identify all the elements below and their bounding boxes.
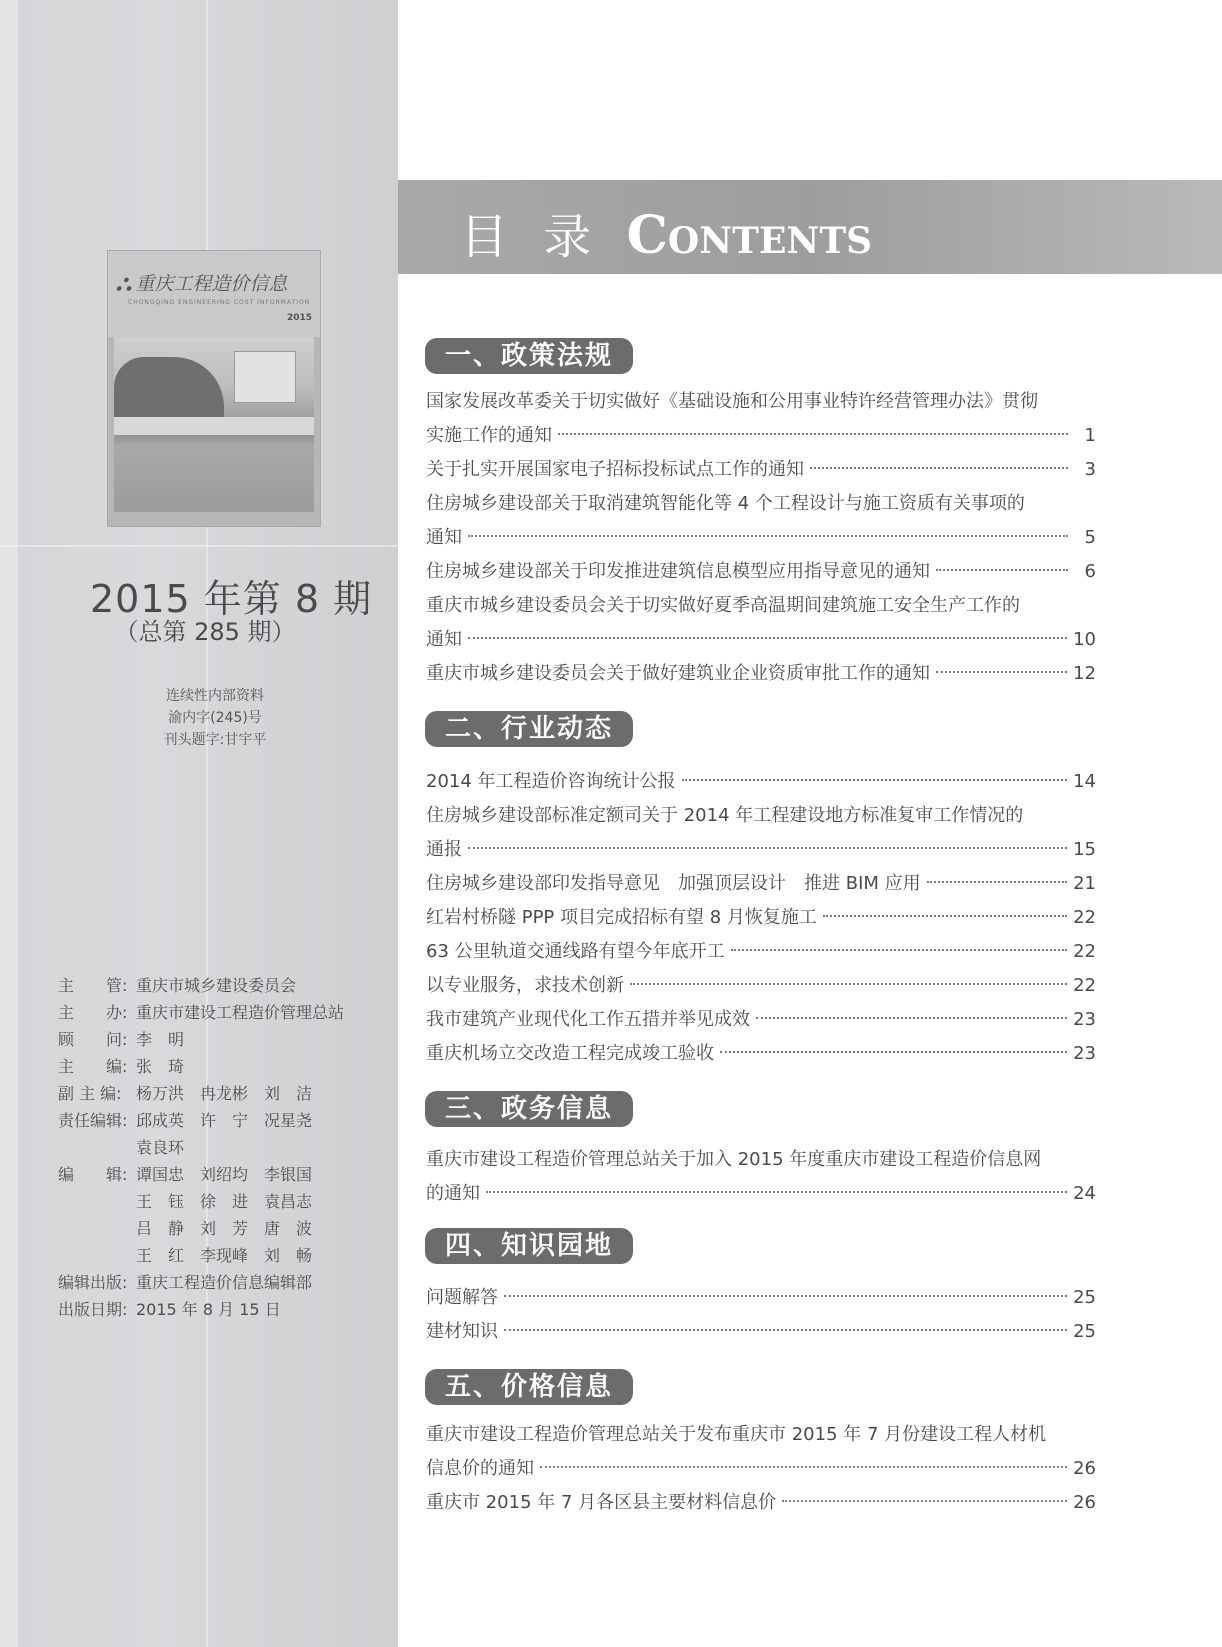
staff-row: [58, 1053, 378, 1080]
dot-leader: [682, 778, 1068, 781]
cover-thumbnail: [107, 250, 321, 527]
logo-mark-icon: ⛬: [116, 270, 132, 296]
dot-leader: [468, 636, 1067, 639]
toc-entry[interactable]: [426, 833, 1096, 867]
toc-page-number: 1: [1084, 425, 1096, 446]
internal-line: 渝内字(245)号: [168, 710, 262, 726]
staff-value: 重庆工程造价信息编辑部: [136, 1273, 313, 1292]
staff-role: 责任编辑:: [58, 1111, 128, 1130]
staff-value: 谭国忠 刘绍均 李银国: [136, 1165, 313, 1184]
contents-title-en: Contents: [626, 205, 873, 266]
toc-entry-title: 国家发展改革委关于切实做好《基础设施和公用事业特许经营管理办法》贯彻: [426, 391, 1038, 412]
toc-entry[interactable]: [426, 1037, 1096, 1071]
toc-page-number: 22: [1073, 975, 1096, 996]
toc-entry[interactable]: [426, 1003, 1096, 1037]
toc-page-number: 23: [1073, 1043, 1096, 1064]
toc-entry-title: 建材知识: [426, 1321, 498, 1342]
cover-masthead: [108, 251, 320, 337]
toc-entry[interactable]: [426, 385, 1096, 419]
toc-page-number: 25: [1073, 1321, 1096, 1342]
staff-value: 张 琦: [136, 1057, 185, 1076]
total-issue-number: （总第 285 期）: [114, 618, 296, 646]
staff-row: [58, 999, 378, 1026]
toc-entry[interactable]: [426, 419, 1096, 453]
toc-entry[interactable]: [426, 765, 1096, 799]
sidebar-edge-stripe: [0, 0, 18, 1647]
toc-entry[interactable]: [426, 1315, 1096, 1349]
dot-leader: [756, 1016, 1067, 1019]
masthead-logo: [116, 269, 287, 296]
section-heading: 四、知识园地: [425, 1228, 633, 1264]
toc-entry-title: 重庆市建设工程造价管理总站关于加入 2015 年度重庆市建设工程造价信息网: [426, 1149, 1042, 1170]
toc-page-number: 22: [1073, 907, 1096, 928]
dot-leader: [936, 568, 1068, 571]
staff-value: 李 明: [136, 1030, 185, 1049]
dot-leader: [782, 1499, 1067, 1502]
toc-entry[interactable]: [426, 1143, 1096, 1177]
photo-riverbank: [114, 417, 314, 435]
staff-value: 重庆市城乡建设委员会: [136, 976, 297, 995]
toc-entry-title: 2014 年工程造价咨询统计公报: [426, 771, 676, 792]
toc-entry[interactable]: [426, 1486, 1096, 1520]
dot-leader: [720, 1050, 1067, 1053]
toc-entry-title: 重庆机场立交改造工程完成竣工验收: [426, 1043, 714, 1064]
toc-entry-title: 我市建筑产业现代化工作五措并举见成效: [426, 1009, 750, 1030]
toc-entry-title: 的通知: [426, 1183, 480, 1204]
dot-leader: [630, 982, 1067, 985]
toc-entry[interactable]: [426, 453, 1096, 487]
internal-info: [115, 685, 315, 751]
toc-entry[interactable]: [426, 1281, 1096, 1315]
staff-list: [58, 972, 378, 1323]
staff-role: 出版日期:: [58, 1300, 128, 1319]
toc-entry-title: 实施工作的通知: [426, 425, 552, 446]
staff-value: 吕 静 刘 芳 唐 波: [136, 1219, 313, 1238]
dot-leader: [936, 670, 1067, 673]
masthead-subtitle: CHONGQING ENGINEERING COST INFORMATION: [128, 299, 311, 306]
staff-role: [58, 1134, 136, 1161]
contents-banner: [398, 180, 1222, 274]
toc-page-number: 21: [1073, 873, 1096, 894]
toc-entry[interactable]: [426, 799, 1096, 833]
toc-entry-title: 重庆市城乡建设委员会关于切实做好夏季高温期间建筑施工安全生产工作的: [426, 595, 1020, 616]
toc-entry-title: 通报: [426, 839, 462, 860]
toc-entry-title: 住房城乡建设部关于印发推进建筑信息模型应用指导意见的通知: [426, 561, 930, 582]
internal-line: 刊头题字:甘宇平: [163, 732, 267, 748]
toc-page-number: 26: [1073, 1458, 1096, 1479]
toc-entry[interactable]: [426, 521, 1096, 555]
toc-entry[interactable]: [426, 901, 1096, 935]
toc-page-number: 15: [1073, 839, 1096, 860]
staff-value: 王 红 李现峰 刘 畅: [136, 1246, 313, 1265]
staff-role: [58, 1188, 136, 1215]
staff-row: [58, 972, 378, 999]
toc-page-number: 23: [1073, 1009, 1096, 1030]
cover-sidebar: [0, 0, 398, 1647]
toc-page-number: 26: [1073, 1492, 1096, 1513]
toc-entry-title: 信息价的通知: [426, 1458, 534, 1479]
toc-entry[interactable]: [426, 867, 1096, 901]
toc-page-number: 22: [1073, 941, 1096, 962]
dot-leader: [927, 880, 1067, 883]
cover-photo: [114, 337, 314, 512]
staff-value: 2015 年 8 月 15 日: [136, 1300, 281, 1319]
staff-row: [58, 1026, 378, 1053]
toc-entry-title: 重庆市建设工程造价管理总站关于发布重庆市 2015 年 7 月份建设工程人材机: [426, 1424, 1047, 1445]
staff-value: 重庆市建设工程造价管理总站: [136, 1003, 345, 1022]
toc-entry[interactable]: [426, 623, 1096, 657]
staff-row: [58, 1134, 378, 1161]
dot-leader: [731, 948, 1067, 951]
sidebar-divider: [0, 545, 398, 547]
toc-entry-title: 红岩村桥隧 PPP 项目完成招标有望 8 月恢复施工: [426, 907, 817, 928]
section-heading: 三、政务信息: [425, 1091, 633, 1127]
dot-leader: [823, 914, 1067, 917]
staff-value: 袁良环: [136, 1138, 185, 1157]
staff-value: 王 钰 徐 进 袁昌志: [136, 1192, 313, 1211]
staff-role: 主 编:: [58, 1057, 128, 1076]
dot-leader: [468, 846, 1067, 849]
toc-entry-title: 住房城乡建设部关于取消建筑智能化等 4 个工程设计与施工资质有关事项的: [426, 493, 1025, 514]
dot-leader: [558, 432, 1068, 435]
toc-entry-title: 63 公里轨道交通线路有望今年底开工: [426, 941, 725, 962]
staff-row: [58, 1107, 378, 1134]
toc-entry-title: 关于扎实开展国家电子招标投标试点工作的通知: [426, 459, 804, 480]
toc-entry-title: 重庆市城乡建设委员会关于做好建筑业企业资质审批工作的通知: [426, 663, 930, 684]
toc-page-number: 25: [1073, 1287, 1096, 1308]
section-heading: 二、行业动态: [425, 711, 633, 747]
toc-entry[interactable]: [426, 589, 1096, 623]
staff-row: [58, 1080, 378, 1107]
toc-entry[interactable]: [426, 555, 1096, 589]
toc-entry[interactable]: [426, 969, 1096, 1003]
staff-row: [58, 1215, 378, 1242]
staff-role: 顾 问:: [58, 1030, 128, 1049]
staff-role: 副 主 编:: [58, 1084, 122, 1103]
toc-entry-title: 重庆市 2015 年 7 月各区县主要材料信息价: [426, 1492, 777, 1513]
toc-page-number: 6: [1084, 561, 1096, 582]
dot-leader: [468, 534, 1068, 537]
dot-leader: [504, 1328, 1067, 1331]
dot-leader: [810, 466, 1068, 469]
toc-entry-title: 通知: [426, 527, 462, 548]
dot-leader: [504, 1294, 1067, 1297]
toc-entry[interactable]: [426, 657, 1096, 691]
staff-row: [58, 1269, 378, 1296]
photo-building: [234, 351, 296, 403]
sidebar-fold-line: [206, 0, 208, 1647]
toc-entry[interactable]: [426, 1177, 1096, 1211]
dot-leader: [540, 1465, 1067, 1468]
staff-row: [58, 1161, 378, 1188]
toc-page-number: 12: [1073, 663, 1096, 684]
issue-number: 2015 年第 8 期: [90, 577, 373, 621]
internal-line: 连续性内部资料: [166, 688, 264, 704]
staff-value: 杨万洪 冉龙彬 刘 洁: [136, 1084, 313, 1103]
toc-page-number: 3: [1084, 459, 1096, 480]
staff-role: 主 管:: [58, 976, 128, 995]
staff-row: [58, 1188, 378, 1215]
toc-page-number: 5: [1084, 527, 1096, 548]
toc-entry[interactable]: [426, 1418, 1096, 1452]
staff-row: [58, 1296, 378, 1323]
contents-title: [460, 198, 872, 267]
toc-entry-title: 问题解答: [426, 1287, 498, 1308]
staff-role: 编 辑:: [58, 1165, 128, 1184]
staff-role: [58, 1215, 136, 1242]
staff-value: 邱成英 许 宁 况星尧: [136, 1111, 313, 1130]
toc-entry[interactable]: [426, 1452, 1096, 1486]
toc-entry-title: 住房城乡建设部标准定额司关于 2014 年工程建设地方标准复审工作情况的: [426, 805, 1024, 826]
staff-role: [58, 1242, 136, 1269]
toc-entry[interactable]: [426, 487, 1096, 521]
toc-entry-title: 通知: [426, 629, 462, 650]
staff-role: 主 办:: [58, 1003, 128, 1022]
dot-leader: [486, 1190, 1067, 1193]
toc-entry-title: 以专业服务，求技术创新: [426, 975, 624, 996]
toc-page-number: 10: [1073, 629, 1096, 650]
staff-role: 编辑出版:: [58, 1273, 128, 1292]
masthead-title: 重庆工程造价信息: [135, 273, 288, 295]
contents-title-cn: 目 录: [460, 209, 602, 265]
toc-page-number: 14: [1073, 771, 1096, 792]
masthead-year: 2015: [286, 313, 312, 323]
photo-trees: [114, 357, 224, 419]
section-heading: 一、政策法规: [425, 338, 633, 374]
toc-entry-title: 住房城乡建设部印发指导意见 加强顶层设计 推进 BIM 应用: [426, 873, 921, 894]
section-heading: 五、价格信息: [425, 1369, 633, 1405]
toc-entry[interactable]: [426, 935, 1096, 969]
toc-page-number: 24: [1073, 1183, 1096, 1204]
staff-row: [58, 1242, 378, 1269]
